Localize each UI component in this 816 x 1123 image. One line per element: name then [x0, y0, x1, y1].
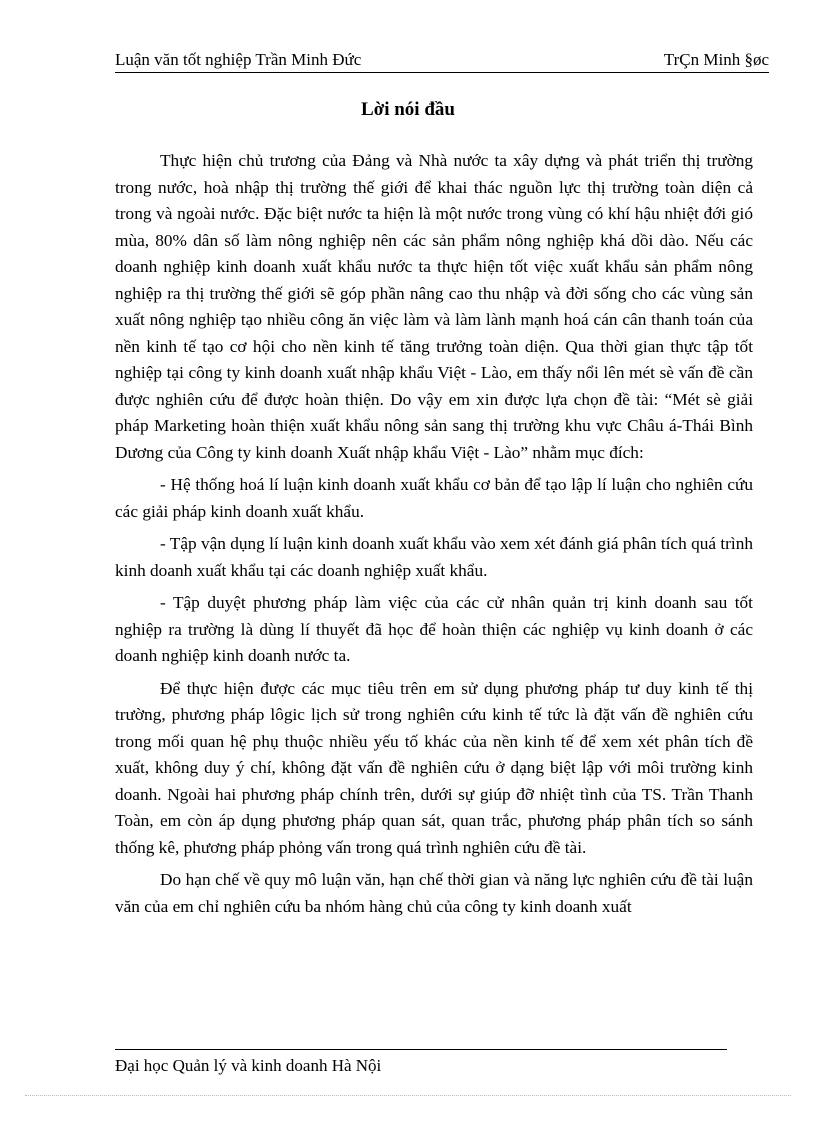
footer-divider — [115, 1049, 727, 1050]
running-header — [115, 50, 769, 73]
page-title: Lời nói đầu — [361, 99, 455, 120]
document-body — [115, 148, 753, 926]
header-right-text: TrÇn Minh §øc — [663, 50, 769, 69]
intro-paragraph: Thực hiện chủ trương của Đảng và Nhà nước ta xây dựng và phát triển thị trường trong nước, hoà nhập thị trường thế giới để khai thác nguồn lực thị trường toàn diện cả trong và ngoài nước. Đặc biệt nước ta hiện là một nước trong vùng có khí hậu nhiệt đới gió mùa, 80% dân số làm nông nghiệp nên các sản phẩm nông nghiệp khá dồi dào. Nếu các doanh nghiệp kinh doanh xuất khẩu nước ta thực hiện tốt việc xuất khẩu sản phẩm nông nghiệp ra thị trường thế giới sẽ góp phần nâng cao thu nhập và đời sống cho các vùng sản xuất nông nghiệp tạo nhiều công ăn việc làm và làm lành mạnh hoá cán cân thanh toán của nền kinh tế tạo cơ hội cho nền kinh tế tăng trưởng toàn diện. Qua thời gian thực tập tốt nghiệp tại công ty kinh doanh xuất nhập khẩu Việt - Lào, em thấy nổi lên mét sè vấn đề cần được nghiên cứu để được hoàn thiện. Do vậy em xin được lựa chọn đề tài: “Mét sè giải pháp Marketing hoàn thiện xuất khẩu nông sản sang thị trường khu vực Châu á-Thái Bình Dương của Công ty kinh doanh Xuất nhập khẩu Việt - Lào” nhằm mục đích: — [115, 151, 753, 462]
objective-paragraph-1: - Hệ thống hoá lí luận kinh doanh xuất khẩu cơ bản để tạo lập lí luận cho nghiên cứu các giải pháp kinh doanh xuất khẩu. — [115, 475, 753, 521]
objective-paragraph-2: - Tập vận dụng lí luận kinh doanh xuất khẩu vào xem xét đánh giá phân tích quá trình kinh doanh xuất khẩu tại các doanh nghiệp xuất khẩu. — [115, 534, 753, 580]
page-edge-divider — [25, 1095, 791, 1096]
scope-paragraph: Do hạn chế về quy mô luận văn, hạn chế thời gian và năng lực nghiên cứu đề tài luận văn của em chỉ nghiên cứu ba nhóm hàng chủ của công ty kinh doanh xuất — [115, 870, 753, 916]
method-paragraph: Để thực hiện được các mục tiêu trên em sử dụng phương pháp tư duy kinh tế thị trường, phương pháp lôgic lịch sử trong nghiên cứu kinh tế tức là đặt vấn đề nghiên cứu trong mối quan hệ phụ thuộc nhiều yếu tố khác của nền kinh tế để xem xét phân tích đề xuất, không duy ý chí, không đặt vấn đề nghiên cứu ở dạng biệt lập với môi trường kinh doanh. Ngoài hai phương pháp chính trên, dưới sự giúp đỡ nhiệt tình của TS. Trần Thanh Toàn, em còn áp dụng phương pháp quan sát, quan trắc, phương pháp phân tích so sánh thống kê, phương pháp phỏng vấn trong quá trình nghiên cứu đề tài. — [115, 678, 753, 857]
objective-paragraph-3: - Tập duyệt phương pháp làm việc của các cử nhân quản trị kinh doanh sau tốt nghiệp ra trường là dùng lí thuyết đã học để hoàn thiện các nghiệp vụ kinh doanh ở các doanh nghiệp kinh doanh nước ta. — [115, 593, 753, 665]
running-footer: Đại học Quản lý và kinh doanh Hà Nội — [115, 1056, 382, 1075]
header-left-text: Luận văn tốt nghiệp Trần Minh Đức — [115, 50, 362, 69]
